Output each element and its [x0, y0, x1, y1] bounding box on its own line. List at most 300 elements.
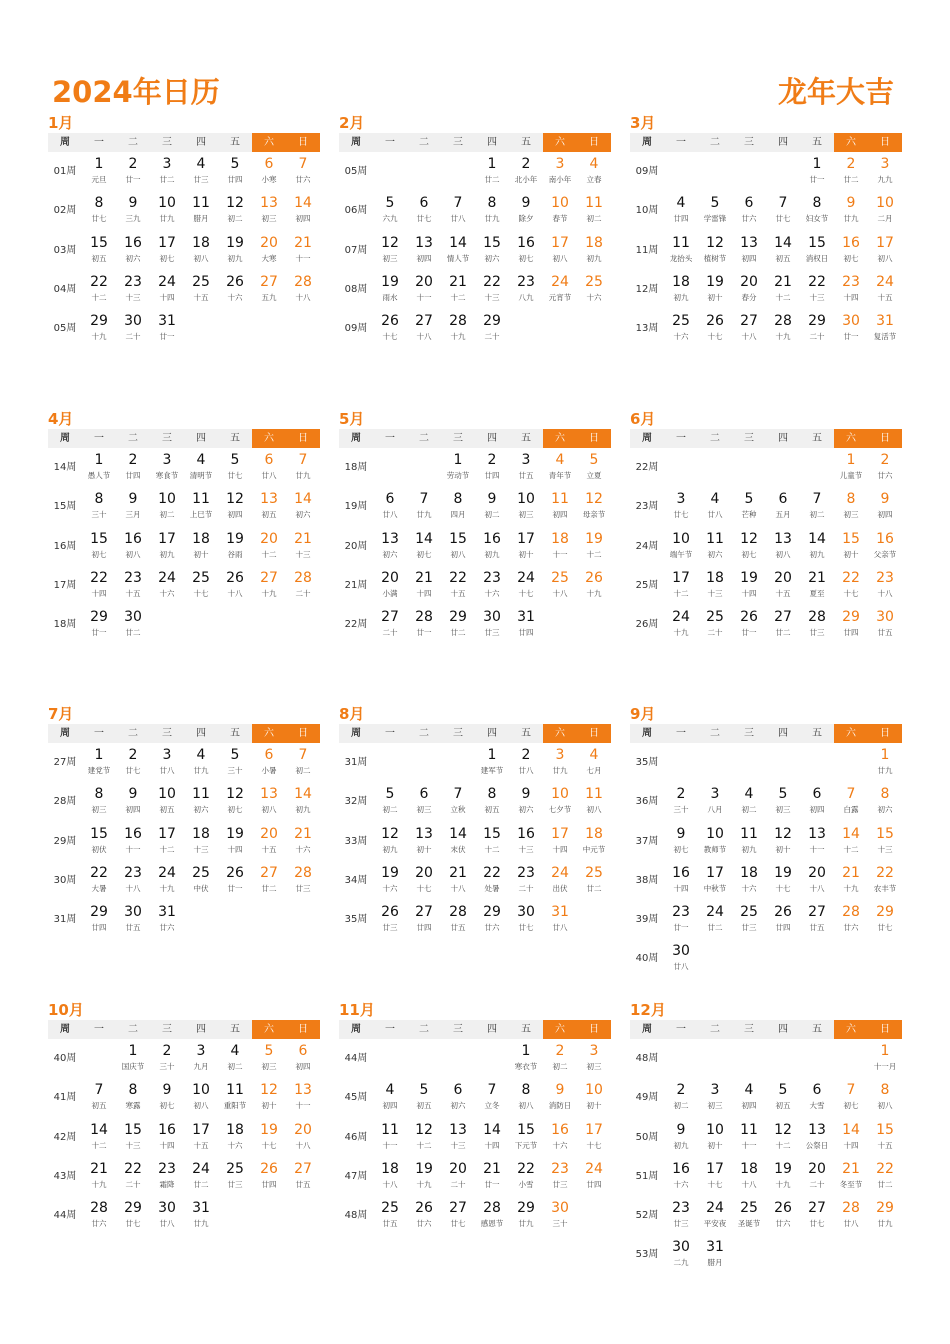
day-cell[interactable]	[475, 448, 509, 487]
day-cell[interactable]	[732, 782, 766, 821]
day-cell[interactable]	[150, 900, 184, 939]
day-cell[interactable]	[82, 605, 116, 644]
day-cell[interactable]	[766, 605, 800, 644]
day-cell[interactable]	[218, 566, 252, 605]
day-cell[interactable]	[543, 822, 577, 861]
day-cell[interactable]	[286, 1157, 320, 1196]
day-cell[interactable]	[834, 152, 868, 191]
day-cell[interactable]	[834, 900, 868, 939]
day-cell[interactable]	[732, 900, 766, 939]
day-cell[interactable]	[543, 270, 577, 309]
day-cell[interactable]	[116, 152, 150, 191]
day-cell[interactable]	[732, 231, 766, 270]
day-cell[interactable]	[150, 1196, 184, 1235]
day-cell[interactable]	[184, 782, 218, 821]
day-cell[interactable]	[543, 1078, 577, 1117]
day-cell[interactable]	[732, 1078, 766, 1117]
day-cell[interactable]	[441, 448, 475, 487]
day-cell[interactable]	[800, 1118, 834, 1157]
day-cell[interactable]	[116, 743, 150, 782]
day-cell[interactable]	[766, 231, 800, 270]
day-cell[interactable]	[441, 527, 475, 566]
day-cell[interactable]	[150, 527, 184, 566]
day-cell[interactable]	[834, 782, 868, 821]
day-cell[interactable]	[698, 487, 732, 526]
day-cell[interactable]	[577, 566, 611, 605]
day-cell[interactable]	[82, 152, 116, 191]
day-cell[interactable]	[252, 487, 286, 526]
day-cell[interactable]	[407, 822, 441, 861]
day-cell[interactable]	[150, 191, 184, 230]
day-cell[interactable]	[150, 782, 184, 821]
day-cell[interactable]	[218, 191, 252, 230]
day-cell[interactable]	[373, 487, 407, 526]
day-cell[interactable]	[834, 605, 868, 644]
day-cell[interactable]	[664, 527, 698, 566]
day-cell[interactable]	[218, 1078, 252, 1117]
day-cell[interactable]	[577, 487, 611, 526]
day-cell[interactable]	[509, 527, 543, 566]
day-cell[interactable]	[698, 1078, 732, 1117]
day-cell[interactable]	[407, 231, 441, 270]
day-cell[interactable]	[509, 231, 543, 270]
day-cell[interactable]	[543, 566, 577, 605]
day-cell[interactable]	[664, 605, 698, 644]
day-cell[interactable]	[218, 270, 252, 309]
day-cell[interactable]	[698, 605, 732, 644]
day-cell[interactable]	[868, 448, 902, 487]
day-cell[interactable]	[577, 1039, 611, 1078]
day-cell[interactable]	[82, 527, 116, 566]
day-cell[interactable]	[184, 743, 218, 782]
day-cell[interactable]	[766, 487, 800, 526]
day-cell[interactable]	[116, 900, 150, 939]
day-cell[interactable]	[82, 1078, 116, 1117]
day-cell[interactable]	[868, 1118, 902, 1157]
day-cell[interactable]	[475, 231, 509, 270]
day-cell[interactable]	[766, 270, 800, 309]
day-cell[interactable]	[834, 191, 868, 230]
day-cell[interactable]	[441, 270, 475, 309]
day-cell[interactable]	[509, 566, 543, 605]
day-cell[interactable]	[800, 1157, 834, 1196]
day-cell[interactable]	[800, 191, 834, 230]
day-cell[interactable]	[286, 566, 320, 605]
day-cell[interactable]	[766, 1196, 800, 1235]
day-cell[interactable]	[475, 822, 509, 861]
day-cell[interactable]	[800, 605, 834, 644]
day-cell[interactable]	[834, 270, 868, 309]
day-cell[interactable]	[732, 309, 766, 348]
day-cell[interactable]	[150, 1157, 184, 1196]
day-cell[interactable]	[441, 1196, 475, 1235]
day-cell[interactable]	[407, 191, 441, 230]
day-cell[interactable]	[766, 309, 800, 348]
day-cell[interactable]	[286, 743, 320, 782]
day-cell[interactable]	[407, 1196, 441, 1235]
day-cell[interactable]	[868, 822, 902, 861]
day-cell[interactable]	[698, 1196, 732, 1235]
day-cell[interactable]	[475, 900, 509, 939]
day-cell[interactable]	[577, 270, 611, 309]
day-cell[interactable]	[543, 152, 577, 191]
day-cell[interactable]	[475, 605, 509, 644]
day-cell[interactable]	[577, 1078, 611, 1117]
day-cell[interactable]	[252, 782, 286, 821]
day-cell[interactable]	[868, 1157, 902, 1196]
day-cell[interactable]	[800, 566, 834, 605]
day-cell[interactable]	[82, 900, 116, 939]
day-cell[interactable]	[868, 566, 902, 605]
day-cell[interactable]	[218, 1157, 252, 1196]
day-cell[interactable]	[252, 1078, 286, 1117]
day-cell[interactable]	[252, 448, 286, 487]
day-cell[interactable]	[150, 566, 184, 605]
day-cell[interactable]	[184, 270, 218, 309]
day-cell[interactable]	[441, 566, 475, 605]
day-cell[interactable]	[252, 566, 286, 605]
day-cell[interactable]	[252, 1157, 286, 1196]
day-cell[interactable]	[868, 152, 902, 191]
day-cell[interactable]	[800, 782, 834, 821]
day-cell[interactable]	[116, 822, 150, 861]
day-cell[interactable]	[509, 861, 543, 900]
day-cell[interactable]	[834, 448, 868, 487]
day-cell[interactable]	[475, 191, 509, 230]
day-cell[interactable]	[82, 270, 116, 309]
day-cell[interactable]	[732, 1196, 766, 1235]
day-cell[interactable]	[577, 743, 611, 782]
day-cell[interactable]	[373, 191, 407, 230]
day-cell[interactable]	[82, 1157, 116, 1196]
day-cell[interactable]	[577, 231, 611, 270]
day-cell[interactable]	[286, 861, 320, 900]
day-cell[interactable]	[509, 1039, 543, 1078]
day-cell[interactable]	[116, 605, 150, 644]
day-cell[interactable]	[475, 743, 509, 782]
day-cell[interactable]	[407, 270, 441, 309]
day-cell[interactable]	[543, 448, 577, 487]
day-cell[interactable]	[150, 1039, 184, 1078]
day-cell[interactable]	[766, 1078, 800, 1117]
day-cell[interactable]	[82, 487, 116, 526]
day-cell[interactable]	[577, 152, 611, 191]
day-cell[interactable]	[509, 1157, 543, 1196]
day-cell[interactable]	[475, 782, 509, 821]
day-cell[interactable]	[800, 270, 834, 309]
day-cell[interactable]	[373, 1196, 407, 1235]
day-cell[interactable]	[868, 782, 902, 821]
day-cell[interactable]	[834, 1157, 868, 1196]
day-cell[interactable]	[407, 782, 441, 821]
day-cell[interactable]	[373, 1078, 407, 1117]
day-cell[interactable]	[475, 527, 509, 566]
day-cell[interactable]	[373, 605, 407, 644]
day-cell[interactable]	[766, 566, 800, 605]
day-cell[interactable]	[150, 861, 184, 900]
day-cell[interactable]	[373, 861, 407, 900]
day-cell[interactable]	[698, 191, 732, 230]
day-cell[interactable]	[184, 487, 218, 526]
day-cell[interactable]	[664, 1118, 698, 1157]
day-cell[interactable]	[441, 487, 475, 526]
day-cell[interactable]	[766, 527, 800, 566]
day-cell[interactable]	[800, 487, 834, 526]
day-cell[interactable]	[150, 231, 184, 270]
day-cell[interactable]	[800, 822, 834, 861]
day-cell[interactable]	[698, 1157, 732, 1196]
day-cell[interactable]	[475, 152, 509, 191]
day-cell[interactable]	[664, 191, 698, 230]
day-cell[interactable]	[732, 1118, 766, 1157]
day-cell[interactable]	[184, 152, 218, 191]
day-cell[interactable]	[834, 1118, 868, 1157]
day-cell[interactable]	[868, 861, 902, 900]
day-cell[interactable]	[150, 270, 184, 309]
day-cell[interactable]	[800, 231, 834, 270]
day-cell[interactable]	[116, 270, 150, 309]
day-cell[interactable]	[664, 231, 698, 270]
day-cell[interactable]	[509, 191, 543, 230]
day-cell[interactable]	[509, 487, 543, 526]
day-cell[interactable]	[252, 822, 286, 861]
day-cell[interactable]	[252, 527, 286, 566]
day-cell[interactable]	[116, 782, 150, 821]
day-cell[interactable]	[184, 1039, 218, 1078]
day-cell[interactable]	[116, 448, 150, 487]
day-cell[interactable]	[732, 527, 766, 566]
day-cell[interactable]	[577, 861, 611, 900]
day-cell[interactable]	[441, 1078, 475, 1117]
day-cell[interactable]	[509, 1118, 543, 1157]
day-cell[interactable]	[766, 191, 800, 230]
day-cell[interactable]	[543, 861, 577, 900]
day-cell[interactable]	[664, 1157, 698, 1196]
day-cell[interactable]	[766, 1118, 800, 1157]
day-cell[interactable]	[577, 782, 611, 821]
day-cell[interactable]	[218, 487, 252, 526]
day-cell[interactable]	[184, 566, 218, 605]
day-cell[interactable]	[150, 152, 184, 191]
day-cell[interactable]	[577, 1118, 611, 1157]
day-cell[interactable]	[834, 487, 868, 526]
day-cell[interactable]	[116, 487, 150, 526]
day-cell[interactable]	[252, 743, 286, 782]
day-cell[interactable]	[664, 309, 698, 348]
day-cell[interactable]	[732, 605, 766, 644]
day-cell[interactable]	[543, 1039, 577, 1078]
day-cell[interactable]	[766, 900, 800, 939]
day-cell[interactable]	[698, 782, 732, 821]
day-cell[interactable]	[407, 1078, 441, 1117]
day-cell[interactable]	[373, 822, 407, 861]
day-cell[interactable]	[373, 900, 407, 939]
day-cell[interactable]	[868, 270, 902, 309]
day-cell[interactable]	[286, 822, 320, 861]
day-cell[interactable]	[116, 1078, 150, 1117]
day-cell[interactable]	[407, 1157, 441, 1196]
day-cell[interactable]	[116, 527, 150, 566]
day-cell[interactable]	[475, 1078, 509, 1117]
day-cell[interactable]	[543, 900, 577, 939]
day-cell[interactable]	[698, 527, 732, 566]
day-cell[interactable]	[543, 191, 577, 230]
day-cell[interactable]	[116, 1118, 150, 1157]
day-cell[interactable]	[116, 1039, 150, 1078]
day-cell[interactable]	[543, 1196, 577, 1235]
day-cell[interactable]	[82, 566, 116, 605]
day-cell[interactable]	[373, 527, 407, 566]
day-cell[interactable]	[150, 1118, 184, 1157]
day-cell[interactable]	[218, 822, 252, 861]
day-cell[interactable]	[732, 566, 766, 605]
day-cell[interactable]	[286, 152, 320, 191]
day-cell[interactable]	[82, 231, 116, 270]
day-cell[interactable]	[82, 1196, 116, 1235]
day-cell[interactable]	[475, 487, 509, 526]
day-cell[interactable]	[150, 1078, 184, 1117]
day-cell[interactable]	[698, 1235, 732, 1274]
day-cell[interactable]	[577, 527, 611, 566]
day-cell[interactable]	[543, 487, 577, 526]
day-cell[interactable]	[218, 231, 252, 270]
day-cell[interactable]	[698, 270, 732, 309]
day-cell[interactable]	[407, 605, 441, 644]
day-cell[interactable]	[577, 1157, 611, 1196]
day-cell[interactable]	[218, 152, 252, 191]
day-cell[interactable]	[732, 270, 766, 309]
day-cell[interactable]	[475, 861, 509, 900]
day-cell[interactable]	[766, 1157, 800, 1196]
day-cell[interactable]	[407, 309, 441, 348]
day-cell[interactable]	[82, 743, 116, 782]
day-cell[interactable]	[184, 448, 218, 487]
day-cell[interactable]	[116, 566, 150, 605]
day-cell[interactable]	[698, 566, 732, 605]
day-cell[interactable]	[834, 566, 868, 605]
day-cell[interactable]	[664, 270, 698, 309]
day-cell[interactable]	[475, 270, 509, 309]
day-cell[interactable]	[441, 782, 475, 821]
day-cell[interactable]	[509, 782, 543, 821]
day-cell[interactable]	[286, 1039, 320, 1078]
day-cell[interactable]	[373, 566, 407, 605]
day-cell[interactable]	[732, 1157, 766, 1196]
day-cell[interactable]	[184, 231, 218, 270]
day-cell[interactable]	[116, 1157, 150, 1196]
day-cell[interactable]	[373, 782, 407, 821]
day-cell[interactable]	[373, 1118, 407, 1157]
day-cell[interactable]	[286, 782, 320, 821]
day-cell[interactable]	[116, 191, 150, 230]
day-cell[interactable]	[286, 1118, 320, 1157]
day-cell[interactable]	[218, 1118, 252, 1157]
day-cell[interactable]	[82, 822, 116, 861]
day-cell[interactable]	[252, 1039, 286, 1078]
day-cell[interactable]	[184, 527, 218, 566]
day-cell[interactable]	[543, 1157, 577, 1196]
day-cell[interactable]	[868, 605, 902, 644]
day-cell[interactable]	[286, 191, 320, 230]
day-cell[interactable]	[82, 1118, 116, 1157]
day-cell[interactable]	[218, 782, 252, 821]
day-cell[interactable]	[834, 309, 868, 348]
day-cell[interactable]	[116, 309, 150, 348]
day-cell[interactable]	[441, 900, 475, 939]
day-cell[interactable]	[543, 527, 577, 566]
day-cell[interactable]	[150, 448, 184, 487]
day-cell[interactable]	[184, 1196, 218, 1235]
day-cell[interactable]	[543, 231, 577, 270]
day-cell[interactable]	[664, 566, 698, 605]
day-cell[interactable]	[766, 861, 800, 900]
day-cell[interactable]	[475, 1157, 509, 1196]
day-cell[interactable]	[800, 152, 834, 191]
day-cell[interactable]	[800, 861, 834, 900]
day-cell[interactable]	[868, 1039, 902, 1078]
day-cell[interactable]	[834, 1078, 868, 1117]
day-cell[interactable]	[150, 743, 184, 782]
day-cell[interactable]	[475, 1196, 509, 1235]
day-cell[interactable]	[150, 309, 184, 348]
day-cell[interactable]	[286, 1078, 320, 1117]
day-cell[interactable]	[252, 231, 286, 270]
day-cell[interactable]	[150, 487, 184, 526]
day-cell[interactable]	[475, 1118, 509, 1157]
day-cell[interactable]	[373, 270, 407, 309]
day-cell[interactable]	[407, 1118, 441, 1157]
day-cell[interactable]	[184, 1157, 218, 1196]
day-cell[interactable]	[868, 309, 902, 348]
day-cell[interactable]	[150, 822, 184, 861]
day-cell[interactable]	[407, 900, 441, 939]
day-cell[interactable]	[664, 1235, 698, 1274]
day-cell[interactable]	[800, 309, 834, 348]
day-cell[interactable]	[218, 448, 252, 487]
day-cell[interactable]	[373, 231, 407, 270]
day-cell[interactable]	[218, 1039, 252, 1078]
day-cell[interactable]	[475, 309, 509, 348]
day-cell[interactable]	[834, 1196, 868, 1235]
day-cell[interactable]	[868, 1078, 902, 1117]
day-cell[interactable]	[732, 822, 766, 861]
day-cell[interactable]	[868, 191, 902, 230]
day-cell[interactable]	[441, 231, 475, 270]
day-cell[interactable]	[834, 527, 868, 566]
day-cell[interactable]	[184, 861, 218, 900]
day-cell[interactable]	[800, 900, 834, 939]
day-cell[interactable]	[82, 782, 116, 821]
day-cell[interactable]	[252, 191, 286, 230]
day-cell[interactable]	[543, 782, 577, 821]
day-cell[interactable]	[664, 782, 698, 821]
day-cell[interactable]	[441, 1157, 475, 1196]
day-cell[interactable]	[509, 822, 543, 861]
day-cell[interactable]	[543, 743, 577, 782]
day-cell[interactable]	[868, 487, 902, 526]
day-cell[interactable]	[577, 822, 611, 861]
day-cell[interactable]	[252, 861, 286, 900]
day-cell[interactable]	[116, 861, 150, 900]
day-cell[interactable]	[252, 1118, 286, 1157]
day-cell[interactable]	[664, 1078, 698, 1117]
day-cell[interactable]	[664, 900, 698, 939]
day-cell[interactable]	[509, 605, 543, 644]
day-cell[interactable]	[698, 309, 732, 348]
day-cell[interactable]	[373, 309, 407, 348]
day-cell[interactable]	[407, 566, 441, 605]
day-cell[interactable]	[664, 487, 698, 526]
